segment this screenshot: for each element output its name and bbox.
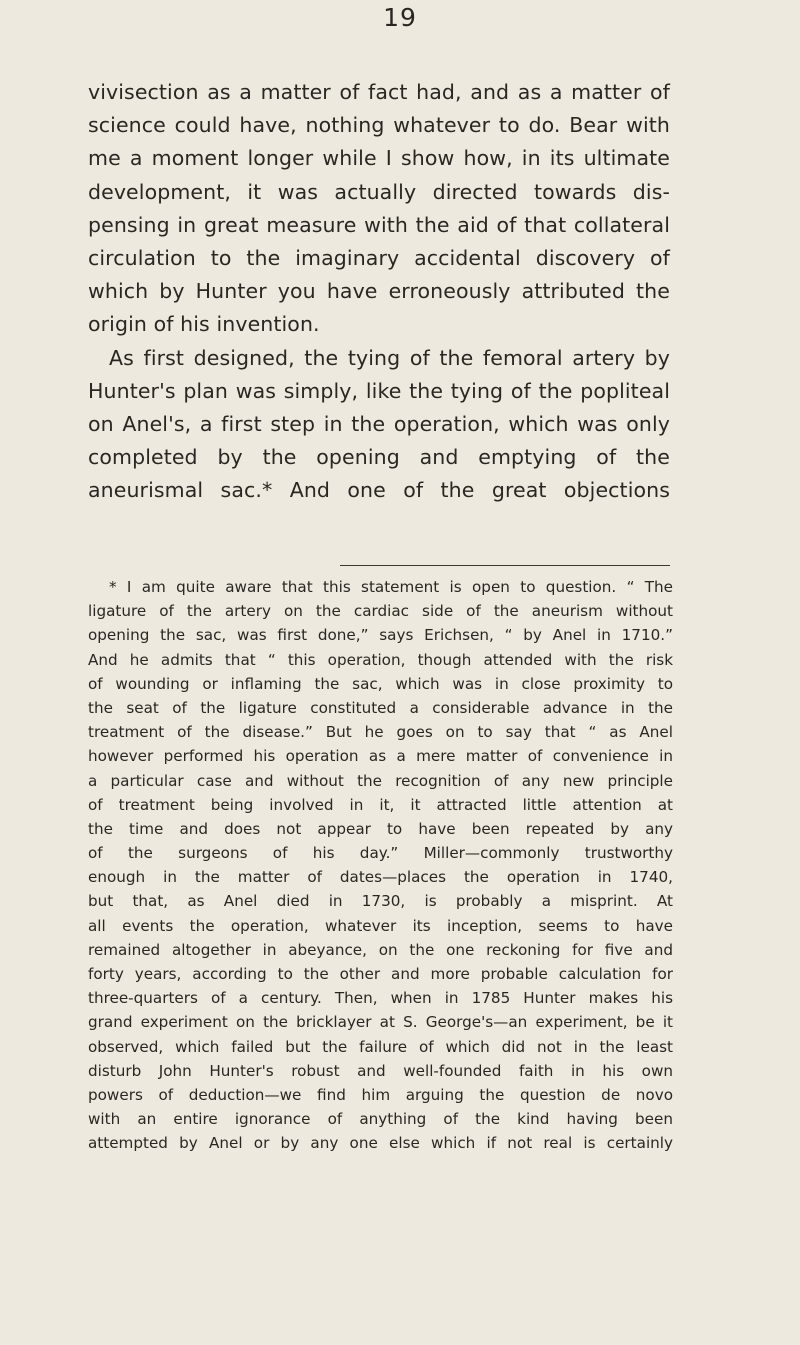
text-line: circulation to the imaginary accidental discovery of — [88, 245, 670, 270]
footnote-line: of wounding or inflaming the sac, which was in close proximity to — [88, 674, 673, 693]
text-line: me a moment longer while I show how, in its ultimate — [88, 146, 670, 171]
text-line: Hunter's plan was simply, like the tying of the popliteal — [88, 378, 670, 403]
footnote-line: of treatment being involved in it, it attracted little attention at — [88, 795, 673, 814]
footnote — [88, 575, 673, 1156]
footnote-line: opening the sac, was first done,” says Erichsen, “ by Anel in 1710.” — [88, 626, 673, 645]
footnote-line: but that, as Anel died in 1730, is probably a misprint. At — [88, 892, 673, 911]
footnote-line: And he admits that “ this operation, though attended with the risk — [88, 650, 673, 669]
text-line: science could have, nothing whatever to do. Bear with — [88, 113, 670, 138]
text-line: vivisection as a matter of fact had, and as a matter of — [88, 80, 670, 104]
footnote-line: with an entire ignorance of anything of the kind having been — [88, 1110, 673, 1129]
footnote-line: ligature of the artery on the cardiac side of the aneurism without — [88, 602, 673, 621]
text-line: origin of his invention. — [88, 312, 320, 337]
footnote-line: three-quarters of a century. Then, when in 1785 Hunter makes his — [88, 989, 673, 1008]
footnote-line: the time and does not appear to have been repeated by any — [88, 819, 673, 838]
footnote-divider — [340, 565, 670, 566]
footnote-line: enough in the matter of dates—places the operation in 1740, — [88, 868, 673, 887]
footnote-line: treatment of the disease.” But he goes on to say that “ as Anel — [88, 723, 673, 742]
text-line: on Anel's, a first step in the operation, which was only — [88, 411, 670, 436]
text-line: completed by the opening and emptying of the — [88, 445, 670, 470]
footnote-line: powers of deduction—we find him arguing the question de novo — [88, 1085, 673, 1104]
footnote-line: disturb John Hunter's robust and well-founded faith in his own — [88, 1061, 673, 1080]
footnote-line: remained altogether in abeyance, on the one reckoning for five and — [88, 940, 673, 959]
footnote-line: all events the operation, whatever its inception, seems to have — [88, 916, 673, 935]
main-text — [88, 76, 670, 507]
footnote-line: a particular case and without the recognition of any new principle — [88, 771, 673, 790]
footnote-line: attempted by Anel or by any one else which if not real is certainly — [88, 1134, 673, 1153]
text-line: development, it was actually directed towards dis- — [88, 179, 670, 204]
footnote-line: * I am quite aware that this statement is open to question. “ The — [109, 578, 673, 596]
footnote-line: observed, which failed but the failure of which did not in the least — [88, 1037, 673, 1056]
text-line: pensing in great measure with the aid of that collateral — [88, 212, 670, 237]
page-number: 19 — [383, 3, 417, 32]
text-line: As first designed, the tying of the femoral artery by — [109, 345, 670, 370]
text-line: which by Hunter you have erroneously attributed the — [88, 279, 670, 304]
footnote-line: forty years, according to the other and more probable calculation for — [88, 965, 673, 983]
footnote-line: however performed his operation as a mere matter of convenience in — [88, 747, 673, 766]
footnote-line: of the surgeons of his day.” Miller—commonly trustworthy — [88, 844, 673, 863]
text-line: aneurismal sac.* And one of the great objections — [88, 478, 670, 503]
footnote-line: grand experiment on the bricklayer at S. George's—an experiment, be it — [88, 1013, 673, 1032]
footnote-line: the seat of the ligature constituted a considerable advance in the — [88, 698, 673, 717]
